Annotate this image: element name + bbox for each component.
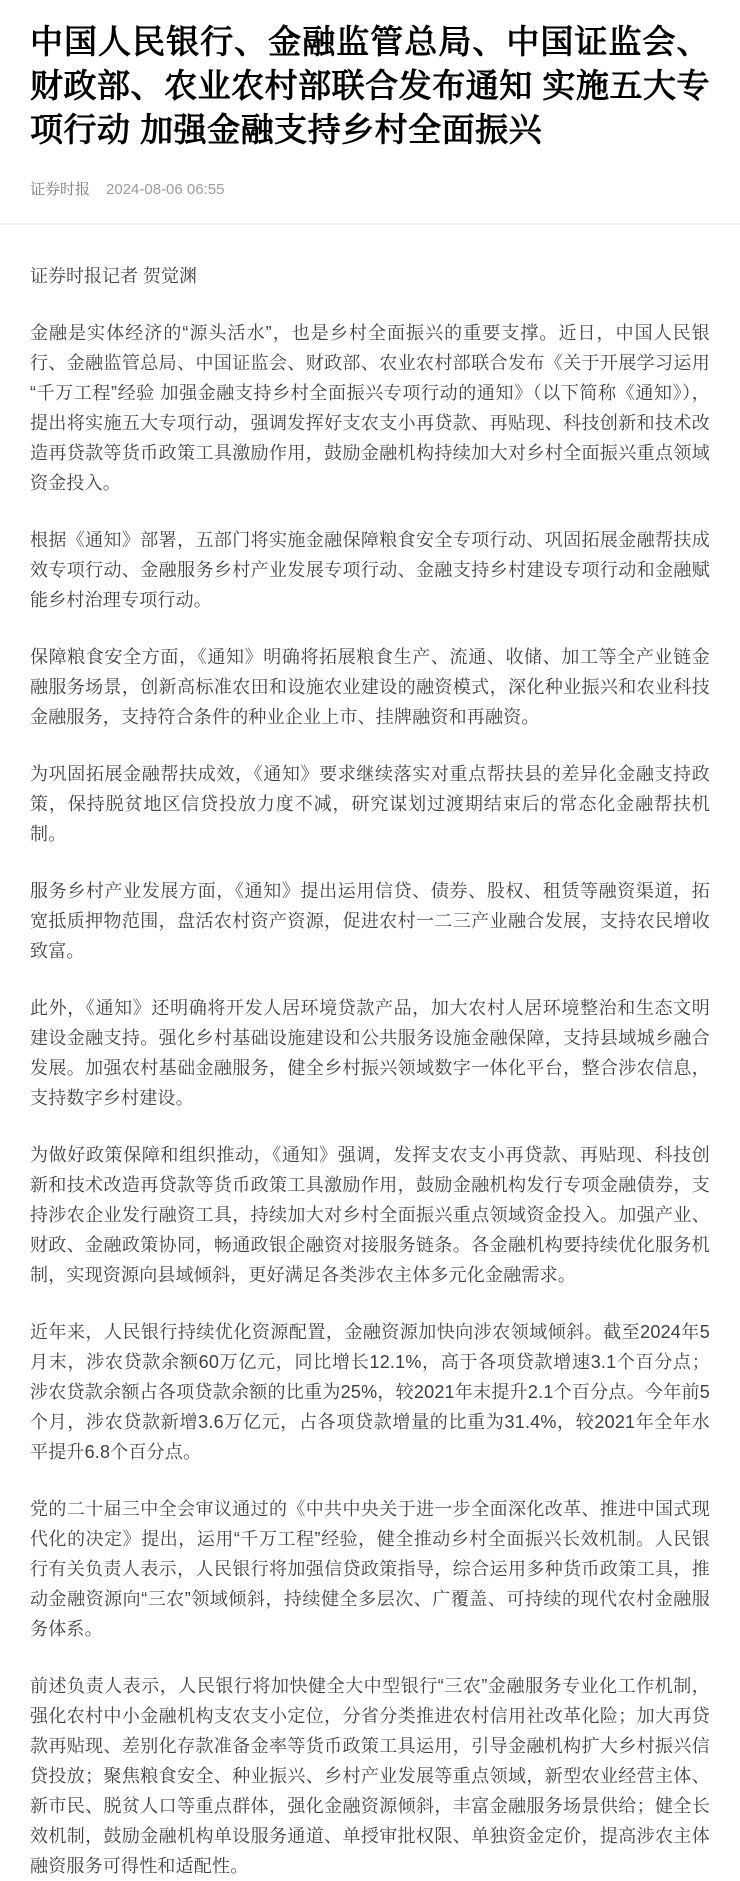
meta-divider [0,223,740,225]
article-paragraph: 服务乡村产业发展方面，《通知》提出运用信贷、债券、股权、租赁等融资渠道，拓宽抵质押物范围，盘活农村资产资源，促进农村一二三产业融合发展，支持农民增收致富。 [30,881,710,961]
article-paragraph: 根据《通知》部署，五部门将实施金融保障粮食安全专项行动、巩固拓展金融帮扶成效专项行动、金融服务乡村产业发展专项行动、金融支持乡村建设专项行动和金融赋能乡村治理专项行动。 [30,530,710,610]
article-paragraph: 保障粮食安全方面，《通知》明确将拓展粮食生产、流通、收储、加工等全产业链金融服务场景，创新高标准农田和设施农业建设的融资模式，深化种业振兴和农业科技金融服务，支持符合条件的种业企业上市、挂牌融资和再融资。 [30,647,710,727]
article-content [0,20,740,199]
article-paragraph: 为做好政策保障和组织推动，《通知》强调，发挥支农支小再贷款、再贴现、科技创新和技术改造再贷款等货币政策工具激励作用，鼓励金融机构发行专项金融债券，支持涉农企业发行融资工具，持续加大对乡村全面振兴重点领域资金投入。加强产业、财政、金融政策协同，畅通政银企融资对接服务链条。各金融机构要持续优化服务机制，实现资源向县域倾斜，更好满足各类涉农主体多元化金融需求。 [30,1145,710,1285]
article-paragraph: 前述负责人表示，人民银行将加快健全大中型银行“三农”金融服务专业化工作机制，强化农村中小金融机构支农支小定位，分省分类推进农村信用社改革化险；加大再贷款再贴现、差别化存款准备金率等货币政策工具运用，引导金融机构扩大乡村振兴信贷投放；聚焦粮食安全、种业振兴、乡村产业发展等重点领域，新型农业经营主体、新市民、脱贫人口等重点群体，强化金融资源倾斜，丰富金融服务场景供给；健全长效机制，鼓励金融机构单设服务通道、单授审批权限、单独资金定价，提高涉农主体融资服务可得性和适配性。 [30,1676,710,1876]
page-title: 中国人民银行、金融监管总局、中国证监会、财政部、农业农村部联合发布通知 实施五大专项行动 加强金融支持乡村全面振兴 [30,23,710,148]
article-paragraph: 为巩固拓展金融帮扶成效，《通知》要求继续落实对重点帮扶县的差异化金融支持政策，保持脱贫地区信贷投放力度不减，研究谋划过渡期结束后的常态化金融帮扶机制。 [30,764,710,844]
article-paragraph: 近年来，人民银行持续优化资源配置，金融资源加快向涉农领域倾斜。截至2024年5月末，涉农贷款余额60万亿元，同比增长12.1%，高于各项贷款增速3.1个百分点；涉农贷款余额占各项贷款余额的比重为25%，较2021年末提升2.1个百分点。今年前5个月，涉农贷款新增3.6万亿元，占各项贷款增量的比重为31.4%，较2021年全年水平提升6.8个百分点。 [30,1322,710,1462]
article-paragraph: 此外，《通知》还明确将开发人居环境贷款产品，加大农村人居环境整治和生态文明建设金融支持。强化乡村基础设施建设和公共服务设施金融保障，支持县域城乡融合发展。加强农村基础金融服务，健全乡村振兴领域数字一体化平台，整合涉农信息，支持数字乡村建设。 [30,998,710,1108]
article-paragraph: 党的二十届三中全会审议通过的《中共中央关于进一步全面深化改革、推进中国式现代化的决定》提出，运用“千万工程”经验，健全推动乡村全面振兴长效机制。人民银行有关负责人表示，人民银行将加强信贷政策指导，综合运用多种货币政策工具，推动金融资源向“三农”领域倾斜，持续健全多层次、广覆盖、可持续的现代农村金融服务体系。 [30,1499,710,1639]
article-meta [30,178,710,199]
article-body [30,318,710,1881]
article-paragraph: 金融是实体经济的“源头活水”，也是乡村全面振兴的重要支撑。近日，中国人民银行、金融监管总局、中国证监会、财政部、农业农村部联合发布《关于开展学习运用“千万工程”经验 加强金融支持乡村全面振兴专项行动的通知》（以下简称《通知》），提出将实施五大专项行动，强调发挥好支农支小再贷款、再贴现、科技创新和技术改造再贷款等货币政策工具激励作用，鼓励金融机构持续加大对乡村全面振兴重点领域资金投入。 [30,323,710,493]
reporter-byline: 证券时报记者 贺觉渊 [30,266,198,286]
publish-timestamp: 2024-08-06 06:55 [106,181,225,198]
article-body-wrap [0,261,740,1881]
source-name: 证券时报 [30,181,91,198]
